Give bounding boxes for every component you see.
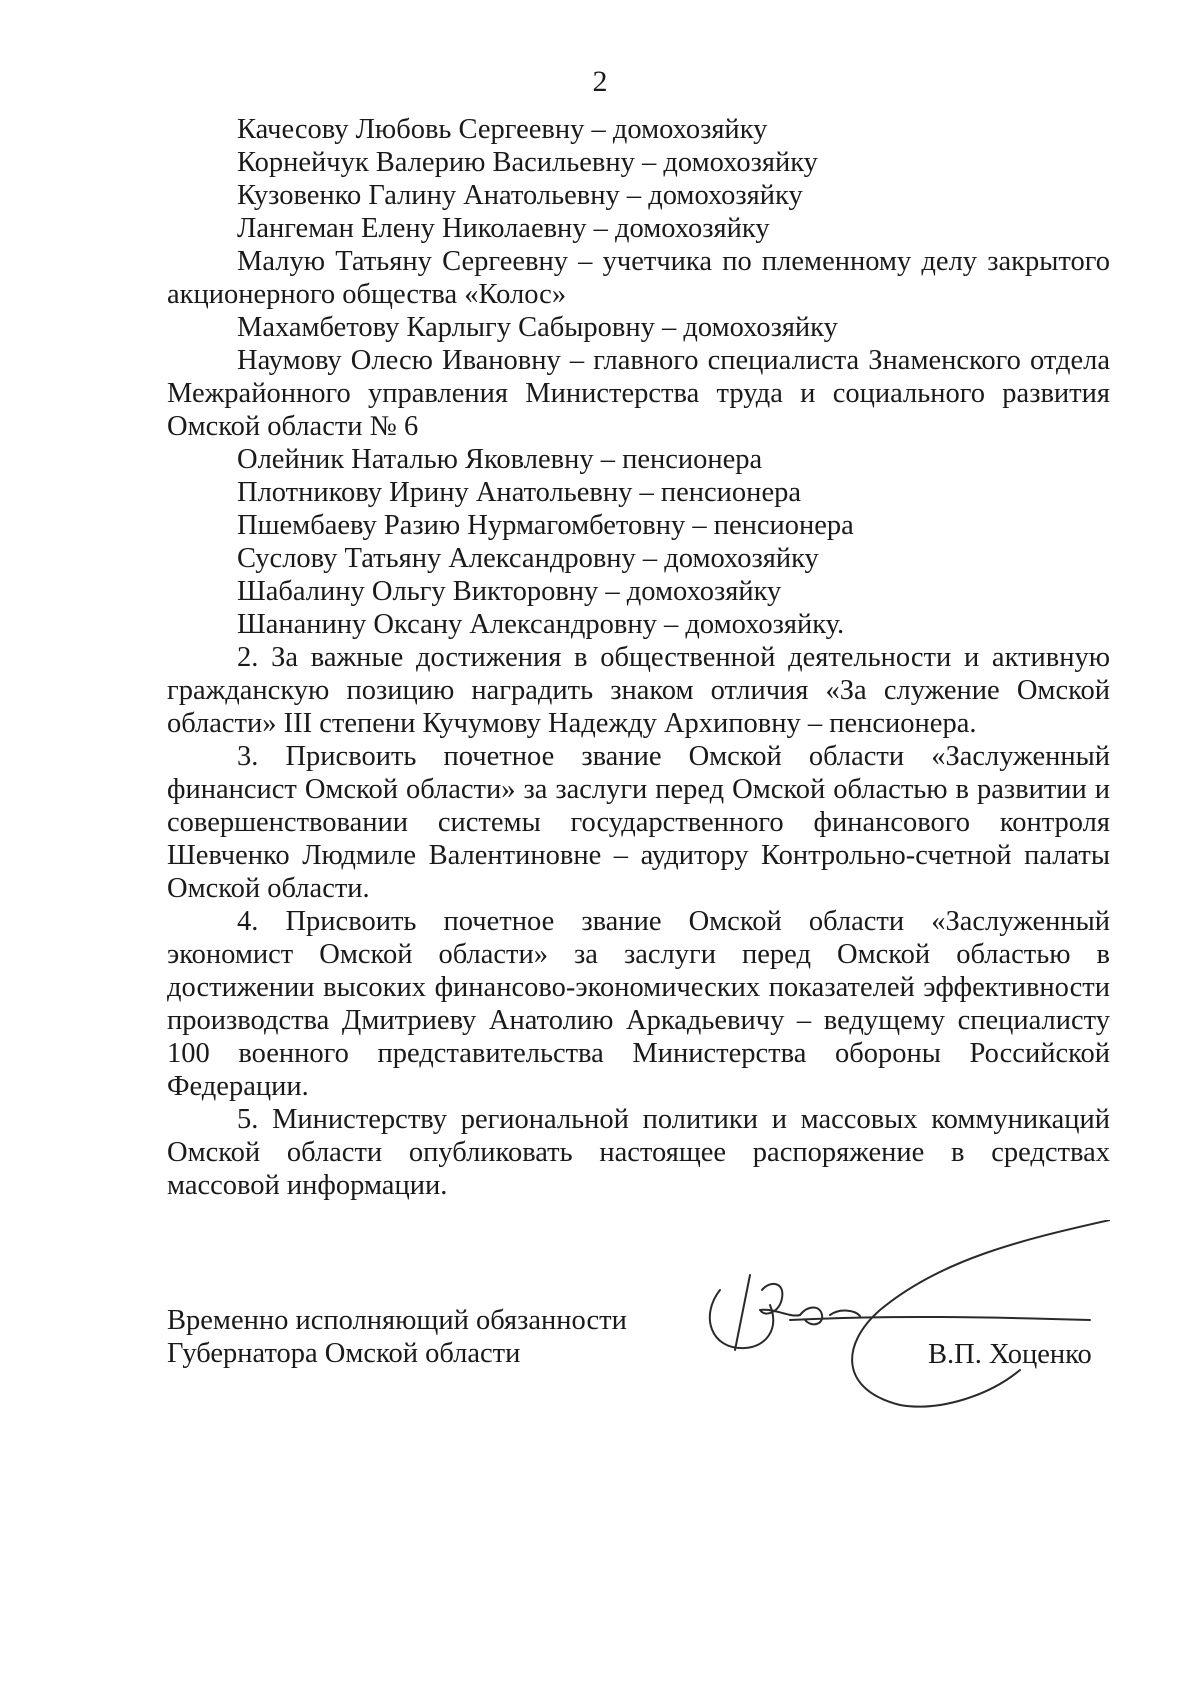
paragraph-2: 2. За важные достижения в общественной деятельности и активную гражданскую позицию наградить знаком отличия «За служение Омской области» III степени Кучумову Надежду Архиповну – пенсионера.: [167, 642, 1110, 739]
list-item: Олейник Наталью Яковлевну – пенсионера: [237, 444, 763, 475]
signatory-title-line-2: Губернатора Омской области: [167, 1338, 521, 1369]
list-item: Шабалину Ольгу Викторовну – домохозяйку: [237, 576, 782, 607]
list-item: Шананину Оксану Александровну – домохозяйку.: [237, 609, 845, 640]
signatory-title: [167, 1304, 627, 1370]
handwritten-signature: [690, 1220, 1110, 1410]
document-body: [167, 113, 1110, 1202]
list-item: Наумову Олесю Ивановну – главного специалиста Знаменского отдела Межрайонного управления Министерства труда и социального развития Омской области № 6: [167, 345, 1110, 442]
list-item: Плотникову Ирину Анатольевну – пенсионера: [237, 477, 801, 508]
list-item: Качесову Любовь Сергеевну – домохозяйку: [237, 114, 768, 145]
list-item: Махамбетову Карлыгу Сабыровну – домохозяйку: [237, 312, 838, 343]
list-item: Малую Татьяну Сергеевну – учетчика по племенному делу закрытого акционерного общества «Колос»: [167, 246, 1110, 310]
list-item: Корнейчук Валерию Васильевну – домохозяйку: [237, 147, 818, 178]
page-number: 2: [592, 65, 608, 98]
list-item: Пшембаеву Разию Нурмагомбетовну – пенсионера: [237, 510, 854, 541]
paragraph-5: 5. Министерству региональной политики и массовых коммуникаций Омской области опубликовать настоящее распоряжение в средствах массовой информации.: [167, 1104, 1110, 1201]
signatory-title-line-1: Временно исполняющий обязанности: [167, 1305, 627, 1336]
list-item: Лангеман Елену Николаевну – домохозяйку: [237, 213, 770, 244]
paragraph-3: 3. Присвоить почетное звание Омской области «Заслуженный финансист Омской области» за заслуги перед Омской областью в развитии и совершенствовании системы государственного финансового контроля Шевченко Людмиле Валентиновне – аудитору Контрольно-счетной палаты Омской области.: [167, 741, 1110, 904]
list-item: Суслову Татьяну Александровну – домохозяйку: [237, 543, 819, 574]
signatory-name: В.П. Хоценко: [928, 1339, 1092, 1370]
list-item: Кузовенко Галину Анатольевну – домохозяйку: [237, 180, 803, 211]
paragraph-4: 4. Присвоить почетное звание Омской области «Заслуженный экономист Омской области» за заслуги перед Омской областью в достижении высоких финансово-экономических показателей эффективности производства Дмитриеву Анатолию Аркадьевичу – ведущему специалисту 100 военного представительства Министерства обороны Российской Федерации.: [167, 906, 1110, 1102]
